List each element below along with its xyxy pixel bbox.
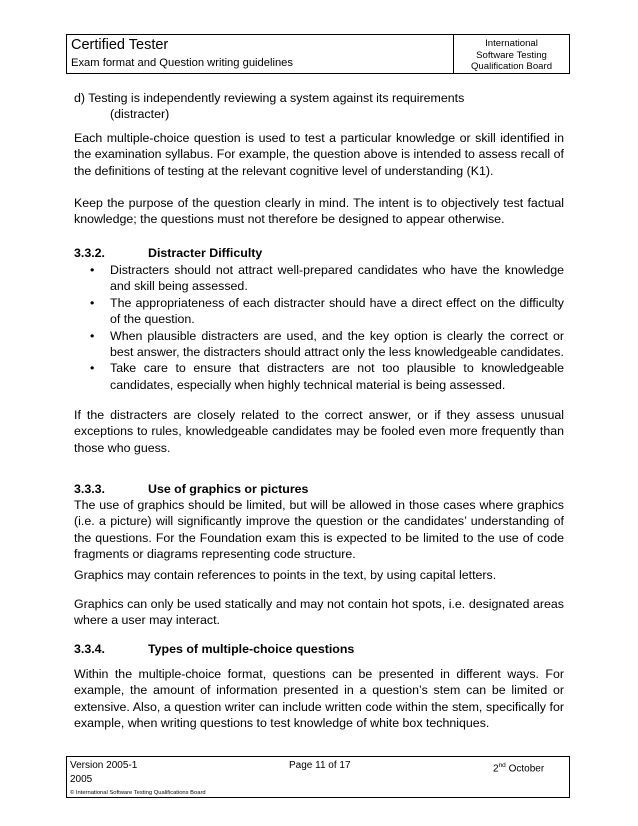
date-suffix: nd [498,762,506,769]
list-item-text: Distracters should not attract well-prepared candidates who have the knowledge and skill being assessed. [110,263,564,294]
option-d-note: (distracter) [110,107,170,122]
paragraph-2 [74,195,564,228]
bullet-icon: • [90,263,95,277]
paragraph-text: Graphics may contain references to points in the text, by using capital letters. [74,568,497,582]
date-day: 2 [493,763,499,775]
paragraph-5 [74,567,564,583]
section-number: 3.3.3. [74,482,106,496]
header-organization [453,35,569,73]
org-line-1: International [485,38,538,49]
list-item-text: Take care to ensure that distracters are not too plausible to knowledgeable candidates, especially when highly technical material is being assessed. [110,361,564,392]
paragraph-6 [74,596,564,629]
bullet-icon: • [90,295,95,310]
list-item [90,328,564,361]
footer-version [70,759,160,787]
paragraph-1 [74,130,564,179]
list-item-text: When plausible distracters are used, and the key option is clearly the correct or best answer, the distracters should attract only the less knowledgeable candidates. [110,328,564,360]
copyright-notice: © International Software Testing Qualifications Board [70,790,206,796]
section-title: Use of graphics or pictures [148,482,309,496]
version-year: 2005 [70,774,93,785]
page-header [66,34,570,74]
paragraph-text: The use of graphics should be limited, but will be allowed in those cases where graphics (i.e. a picture) will significantly improve the question or the candidates’ understanding of the questions. For the Foundation exam this is expected to be limited to the use of code fragments or diagrams representing code structure. [74,498,564,562]
list-item [90,262,564,295]
org-line-3: Qualification Board [470,61,553,73]
paragraph-text: Graphics can only be used statically and may not contain hot spots, i.e. designated areas where a user may interact. [74,597,564,628]
distracter-bullet-list [90,262,564,393]
footer-date [493,759,544,776]
answer-option-d [74,90,464,123]
section-title: Distracter Difficulty [148,246,263,260]
section-number: 3.3.2. [74,246,106,260]
page-footer [66,756,570,798]
bullet-icon: • [90,361,95,376]
paragraph-text: Each multiple-choice question is used to test a particular knowledge or skill identified in the examination syllabus. For example, the question above is intended to assess recall of the definitions of testing at the relevant cognitive level of understanding (K1). [74,131,564,178]
section-heading-3-3-4 [74,641,354,657]
header-subtitle: Exam format and Question writing guidelines [71,57,293,69]
list-item [90,295,564,328]
paragraph-text: Keep the purpose of the question clearly in mind. The intent is to objectively test factual knowledge; the questions must not therefore be designed to appear otherwise. [74,196,564,227]
list-item [90,360,564,393]
section-number: 3.3.4. [74,642,106,656]
paragraph-3 [74,407,564,456]
section-heading-3-3-2 [74,245,262,261]
paragraph-text: Within the multiple-choice format, questions can be presented in different ways. For example, the amount of information presented in a question’s stem can be limited or extensive. Also, a question writer can include written code within the stem, specifically for example, when writing questions to test knowledge of white box techniques. [74,667,564,731]
section-heading-3-3-3 [74,481,308,497]
header-left [67,35,453,73]
bullet-icon: • [90,328,95,343]
option-d-text: d) Testing is independently reviewing a system against its requirements [74,91,465,105]
page-number: Page 11 of 17 [289,760,351,771]
list-item-text: The appropriateness of each distracter should have a direct effect on the difficulty of the question. [110,295,564,327]
paragraph-text: If the distracters are closely related to the correct answer, or if they assess unusual exceptions to rules, knowledgeable candidates may be fooled even more frequently than those who guess. [74,408,564,455]
paragraph-7 [74,666,564,732]
version-label: Version 2005-1 [70,760,138,771]
org-line-2: Software Testing [476,49,547,61]
paragraph-4 [74,497,564,563]
section-title: Types of multiple-choice questions [148,642,355,656]
date-month: October [505,763,545,775]
header-title: Certified Tester [71,37,169,53]
